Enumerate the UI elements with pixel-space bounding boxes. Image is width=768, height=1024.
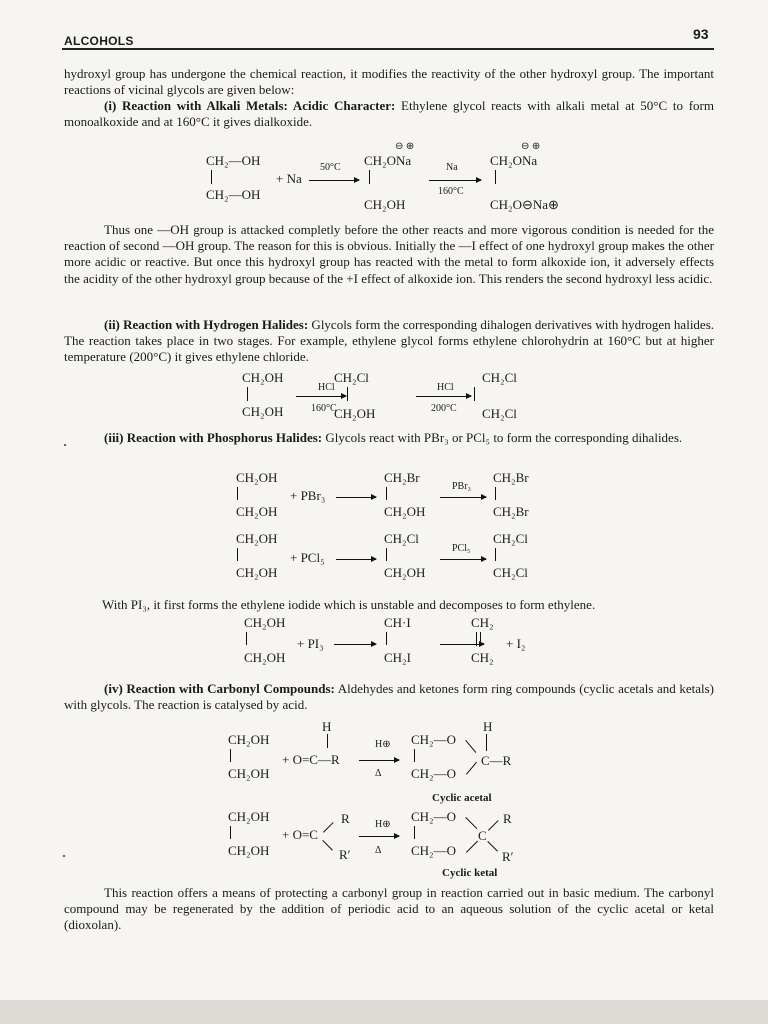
bond [246,632,247,645]
ketone: + O=C [282,827,318,842]
ring-top: CH₂—O [411,809,456,824]
ethylene-top: CH₂ [471,615,494,630]
monoalkoxide-top: CH₂ONa [364,153,412,168]
scan-speck [64,444,66,446]
iodide-bottom: CH₂I [384,650,411,665]
paragraph-conclusion: This reaction offers a means of protecting a carbonyl group in reaction carried out in basic medium. The carbonyl compound may be regenerated by the addition of periodic acid to an aqueous solution of the cyclic acetal or ketal (dioxolan). [64,885,714,933]
bond [237,487,238,500]
ketal-r-prime: R′ [502,849,514,864]
bond [495,487,496,500]
section-text: Glycols form the corresponding dihalogen derivatives with hydrogen halides. The reaction takes place in two stages. For example, ethylene glycol forms ethylene chlorohydrin at 160°C but at higher temperature (200°C) it gives ethylene chloride. [64,317,715,365]
heat-symbol: Δ [375,768,382,779]
scan-edge [0,1000,768,1024]
charges: ⊖ ⊕ [395,141,415,152]
reactant-top: CH₂OH [228,732,270,747]
reaction-arrow [334,644,376,645]
monoalkoxide-bottom: CH₂OH [364,197,406,212]
bond [369,170,370,184]
bond [386,548,387,561]
caption-cyclic-ketal: Cyclic ketal [442,867,498,879]
dichloride-bottom: CH₂Cl [493,565,528,580]
catalyst-acid: H⊕ [375,739,391,750]
bromohydrin-top: CH₂Br [384,470,420,485]
ketone-r: R [341,811,350,826]
reagent-pbr3: PBr₃ [452,481,472,492]
section-heading: (i) Reaction with Alkali Metals: Acidic Character: [104,98,396,113]
bond [487,841,498,852]
bond [414,749,415,762]
bond [486,734,487,751]
aldehyde: + O=C—R [282,752,340,767]
reactant-bottom: CH₂OH [228,843,270,858]
bond [230,749,231,762]
double-bond [476,632,477,646]
pcl5-reagent: + PCl₅ [290,550,325,565]
bond [347,387,348,401]
reaction-arrow [336,559,376,560]
reaction-arrow [296,396,346,397]
dibromide-top: CH₂Br [493,470,529,485]
section-carbonyl-compounds [64,681,714,713]
reaction-arrow [440,644,484,645]
ethylene-bottom: CH₂ [471,650,494,665]
dialkoxide-bottom: CH₂O⊖Na⊕ [490,197,559,212]
reactant-top: CH₂OH [244,615,286,630]
ketal-carbon: C [478,828,487,843]
ring-bond [465,817,477,829]
bond [414,826,415,839]
dibromide-bottom: CH₂Br [493,504,529,519]
chlorohydrin-top: CH₂Cl [334,370,369,385]
reagent-na: Na [446,162,458,173]
ring-bond [466,841,478,853]
section-alkali-metals [64,98,714,130]
ring-bond [466,762,477,775]
bond [474,387,475,401]
ring-bottom: CH₂—O [411,843,456,858]
bond [386,487,387,500]
reactant-bottom: CH₂—OH [206,187,261,202]
bond [495,548,496,561]
dichloride-top: CH₂Cl [493,531,528,546]
paragraph-intro: hydroxyl group has undergone the chemical reaction, it modifies the reactivity of the other hydroxyl group. The important reactions of vicinal glycols are given below: [64,66,714,98]
acetal-h: H [483,719,493,734]
ring-bottom: CH₂—O [411,766,456,781]
section-text: Ethylene glycol reacts with alkali metal at 50°C to form monoalkoxide and at 160°C it gives dialkoxide. [64,98,714,130]
charges: ⊖ ⊕ [521,141,541,152]
section-heading: (iii) Reaction with Phosphorus Halides: [104,430,323,445]
acetal-carbon: C—R [481,753,512,768]
ketone-r-prime: R′ [339,847,351,862]
reaction-arrow [440,559,486,560]
condition-50c: 50°C [320,162,341,173]
running-header: ALCOHOLS [64,34,134,48]
reactant-bottom: CH₂OH [244,650,286,665]
catalyst-acid: H⊕ [375,819,391,830]
reactant-top: CH₂OH [228,809,270,824]
caption-cyclic-acetal: Cyclic acetal [432,792,492,804]
reactant-bottom: CH₂OH [236,504,278,519]
ring-bond [465,740,476,753]
bond [237,548,238,561]
section-heading: (iv) Reaction with Carbonyl Compounds: [104,681,335,696]
pbr3-reagent: + PBr₃ [290,488,326,503]
pi3-reagent: + PI₃ [297,636,324,651]
condition-200c: 200°C [431,403,457,414]
bond [247,387,248,401]
heat-symbol: Δ [375,845,382,856]
bond [327,734,328,748]
page-number: 93 [693,26,709,42]
reagent-pcl5: PCl₅ [452,543,471,554]
iodide-top: CH·I [384,615,411,630]
reactant-top: CH₂OH [236,531,278,546]
bond [495,170,496,184]
section-text: Aldehydes and ketones form ring compounds (cyclic acetals and ketals) with glycols. The reaction is catalysed by acid. [64,681,714,713]
reactant-bottom: CH₂OH [228,766,270,781]
reaction-arrow [336,497,376,498]
bromohydrin-bottom: CH₂OH [384,504,426,519]
dichloride-top: CH₂Cl [482,370,517,385]
dialkoxide-top: CH₂ONa [490,153,538,168]
ring-top: CH₂—O [411,732,456,747]
reagent-hcl: HCl [318,382,335,393]
reaction-arrow [309,180,359,181]
ketal-r: R [503,811,512,826]
section-text: Glycols react with PBr₃ or PCl₅ to form the corresponding dihalides. [322,430,683,445]
chlorohydrin-top: CH₂Cl [384,531,419,546]
reactant-top: CH₂OH [236,470,278,485]
section-hydrogen-halides [64,317,714,366]
reagent-hcl: HCl [437,382,454,393]
paragraph-explanation: Thus one —OH group is attacked completly before the other reacts and more vigorous condition is needed for the reaction of second —OH group. The reason for this is obvious. Initially the —I effect of one hydroxyl group makes the other more acidic or reactive. But once this hydroxyl group has reacted with the metal to form alkoxide ion, it adversely effects the acidity of the other hydroxyl group because of the +I effect of alkoxide ion. This renders the second hydroxyl less acidic. [64,222,714,286]
section-heading: (ii) Reaction with Hydrogen Halides: [104,317,309,332]
header-rule [62,48,714,50]
bond [323,822,334,833]
sodium-reagent: + Na [276,171,302,186]
iodine-product: + I₂ [506,636,526,651]
chlorohydrin-bottom: CH₂OH [384,565,426,580]
bond [211,170,212,184]
reaction-arrow [359,760,399,761]
reaction-arrow [416,396,471,397]
reaction-arrow [359,836,399,837]
bond [488,820,499,831]
section-phosphorus-halides [64,430,714,446]
aldehyde-h: H [322,719,332,734]
bond [230,826,231,839]
bond [322,840,333,851]
reaction-arrow [440,497,486,498]
double-bond [480,632,481,646]
reactant-top: CH₂OH [242,370,284,385]
reactant-top: CH₂—OH [206,153,261,168]
paragraph-pi3: With PI₃, it first forms the ethylene iodide which is unstable and decomposes to form ethylene. [102,597,596,612]
reaction-arrow [429,180,481,181]
condition-160c: 160°C [438,186,464,197]
bond [386,632,387,645]
dichloride-bottom: CH₂Cl [482,406,517,421]
condition-160c: 160°C [311,403,337,414]
scan-speck [63,855,65,857]
chlorohydrin-bottom: CH₂OH [334,406,376,421]
reactant-bottom: CH₂OH [236,565,278,580]
reactant-bottom: CH₂OH [242,404,284,419]
